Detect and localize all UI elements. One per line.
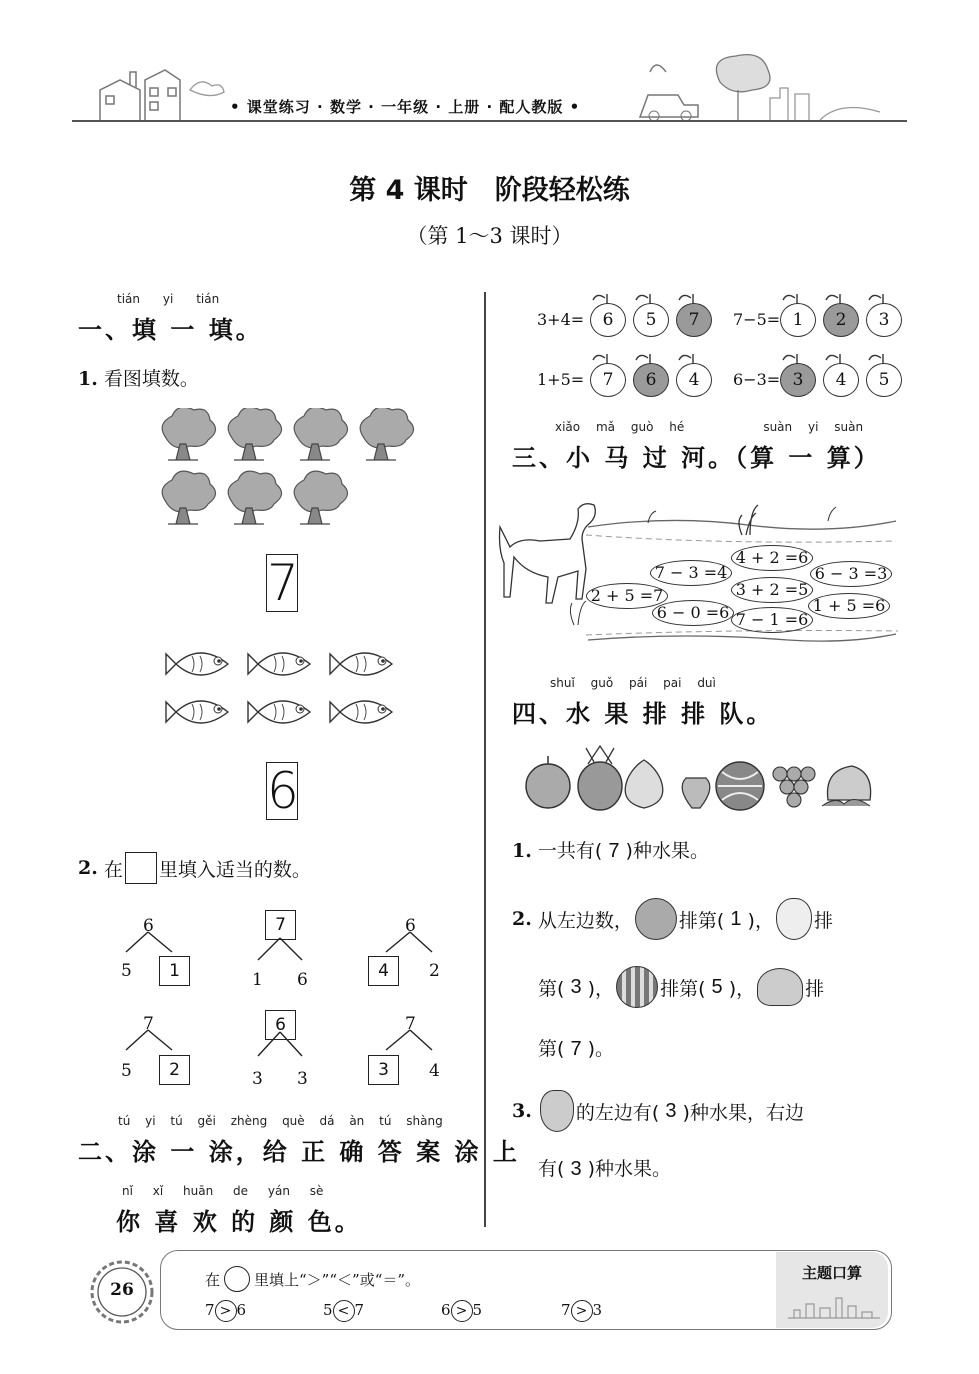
tree-right: 4 <box>429 1061 440 1081</box>
compare-circle[interactable]: < <box>333 1300 355 1322</box>
page-number: 26 <box>110 1280 134 1300</box>
peach-icon <box>757 968 803 1006</box>
lesson-subtitle: （第 1～3 课时） <box>406 224 573 248</box>
pineapple-icon <box>578 762 622 810</box>
section3-pinyin: xiǎo mǎ guò hé suàn yi suàn <box>555 420 864 434</box>
trees-picture <box>150 408 420 533</box>
grapes-icon <box>773 767 815 807</box>
apple-option[interactable]: 3 <box>866 303 902 337</box>
s4-q3-line2: 有( 3 )种水果。 <box>538 1158 672 1180</box>
tree-car-illustration <box>620 52 910 122</box>
answer-value[interactable]: 3 <box>570 975 582 998</box>
s4-q2-line3: 第( 7 )。 <box>538 1038 615 1060</box>
pear-icon <box>625 760 663 808</box>
tree-left: 5 <box>121 1061 132 1081</box>
answer-box-trees[interactable] <box>266 554 298 612</box>
section2-pinyin2: nǐ xǐ huān de yán sè <box>122 1184 324 1198</box>
answer-value[interactable]: 3 <box>665 1099 677 1122</box>
answer-box-fish[interactable] <box>266 762 298 820</box>
answer-value: 6 <box>267 762 299 820</box>
section4-pinyin: shuǐ guǒ pái pai duì <box>550 676 716 690</box>
s4-q3-line1: 3. 的左边有( 3 )种水果，右边 <box>512 1090 804 1132</box>
q-text: 看图填数。 <box>103 368 199 390</box>
section1-pinyin <box>117 292 219 306</box>
stone-equation[interactable]: 1 + 5 =6 <box>808 593 890 619</box>
s4-q2-line2: 第( 3 )， 排第( 5 )， 排 <box>538 966 824 1008</box>
houses-illustration <box>90 60 230 122</box>
s4-q1: 1. 一共有( 7 )种水果。 <box>512 840 709 862</box>
apple-icon <box>526 764 570 808</box>
strawberry-icon <box>540 1090 574 1132</box>
tree-right: 3 <box>297 1069 308 1089</box>
apple-equation: 3+4= <box>537 310 585 329</box>
q-number: 1. <box>78 368 98 390</box>
stone-equation[interactable]: 3 + 2 =5 <box>731 577 813 603</box>
q-text: 在 <box>103 858 123 881</box>
apple-option-colored[interactable]: 2 <box>823 303 859 337</box>
compare-circle[interactable]: > <box>451 1300 473 1322</box>
apple-icon <box>635 898 677 940</box>
watermelon-icon <box>616 966 658 1008</box>
strawberry-icon <box>682 778 710 808</box>
apple-equation: 7−5= <box>733 310 781 329</box>
stone-equation[interactable]: 6 − 3 =3 <box>810 561 892 587</box>
tree-top: 6 <box>405 916 416 936</box>
q1-1 <box>78 364 199 391</box>
tree-left: 5 <box>121 961 132 981</box>
city-skyline-icon <box>786 1290 882 1320</box>
apple-option[interactable]: 5 <box>866 363 902 397</box>
section1-title: 一、填 一 填。 <box>78 316 263 344</box>
compare-circle[interactable]: > <box>215 1300 237 1322</box>
tree-top: 7 <box>405 1014 416 1034</box>
tree-top: 6 <box>143 916 154 936</box>
apple-option-colored[interactable]: 7 <box>676 303 712 337</box>
q-text: 里填入适当的数。 <box>158 858 311 881</box>
section4-title: 四、水 果 排 排 队。 <box>512 700 774 728</box>
s4-q2-line1: 2. 从左边数， 排第( 1 )， 排 <box>512 898 833 940</box>
peach-icon <box>828 766 871 800</box>
stone-equation[interactable]: 4 + 2 =6 <box>731 545 813 571</box>
apple-option[interactable]: 1 <box>780 303 816 337</box>
tree-right: 2 <box>429 961 440 981</box>
apple-option-colored[interactable]: 3 <box>780 363 816 397</box>
stone-equation[interactable]: 6 − 0 =6 <box>652 600 734 626</box>
compare-circle[interactable]: > <box>571 1300 593 1322</box>
header-line <box>72 120 907 122</box>
q1-2 <box>78 852 311 884</box>
answer-value[interactable]: 5 <box>711 975 723 998</box>
apple-equation: 1+5= <box>537 370 585 389</box>
empty-circle-icon <box>224 1266 250 1292</box>
section2-title-line1: 二、涂 一 涂，给 正 确 答 案 涂 上 <box>78 1138 520 1166</box>
tree-left-box[interactable]: 4 <box>368 956 399 986</box>
answer-value: 7 <box>267 554 299 612</box>
q-number: 2. <box>78 857 98 879</box>
apple-option[interactable]: 6 <box>590 303 626 337</box>
column-divider <box>484 292 486 1227</box>
answer-value[interactable]: 3 <box>570 1158 582 1180</box>
pinyin: yi <box>162 292 174 306</box>
tree-top-box[interactable]: 7 <box>265 910 296 940</box>
compare-item: 7 > 3 <box>561 1300 602 1322</box>
apple-option[interactable]: 4 <box>823 363 859 397</box>
stone-equation[interactable]: 2 + 5 =7 <box>586 583 668 609</box>
empty-box-icon <box>125 852 157 884</box>
stone-equation[interactable]: 7 − 3 =4 <box>650 560 732 586</box>
tree-right: 6 <box>297 970 308 990</box>
answer-value[interactable]: 7 <box>570 1038 582 1060</box>
apple-option[interactable]: 5 <box>633 303 669 337</box>
tree-right-box[interactable]: 2 <box>159 1055 190 1085</box>
apple-option-colored[interactable]: 6 <box>633 363 669 397</box>
tree-left-box[interactable]: 3 <box>368 1055 399 1085</box>
stone-equation[interactable]: 7 − 1 =6 <box>731 607 813 633</box>
lesson-title: 第 4 课时 阶段轻松练 <box>349 175 630 206</box>
tree-left: 3 <box>252 1069 263 1089</box>
section2-pinyin1: tú yi tú gěi zhèng què dá àn tú shàng <box>118 1114 443 1128</box>
pinyin: tián <box>196 292 220 306</box>
apple-option[interactable]: 7 <box>590 363 626 397</box>
header-banner: • 课堂练习 · 数学 · 一年级 · 上册 · 配人教版 • <box>230 98 581 116</box>
tree-left: 1 <box>252 970 263 990</box>
section3-title: 三、小 马 过 河。（算 一 算） <box>512 444 881 472</box>
apple-option[interactable]: 4 <box>676 363 712 397</box>
topic-label: 主题口算 <box>801 1264 862 1282</box>
answer-value[interactable]: 1 <box>730 907 742 930</box>
pear-icon <box>776 898 812 940</box>
fish-picture <box>160 640 410 740</box>
apple-stems <box>580 290 920 370</box>
tree-right-box[interactable]: 1 <box>159 956 190 986</box>
compare-item: 7 > 6 <box>205 1300 246 1322</box>
pinyin: tián <box>117 292 140 306</box>
tree-top: 7 <box>143 1014 154 1034</box>
footer-instruction: 在 里填上“＞”“＜”或“＝”。 <box>205 1266 420 1292</box>
tree-top-box[interactable]: 6 <box>265 1010 296 1040</box>
answer-value[interactable]: 7 <box>608 840 620 862</box>
fruits-row <box>522 742 882 812</box>
compare-item: 5 < 7 <box>323 1300 364 1322</box>
apple-equation: 6−3= <box>733 370 781 389</box>
compare-item: 6 > 5 <box>441 1300 482 1322</box>
section2-title-line2: 你 喜 欢 的 颜 色。 <box>116 1208 362 1236</box>
